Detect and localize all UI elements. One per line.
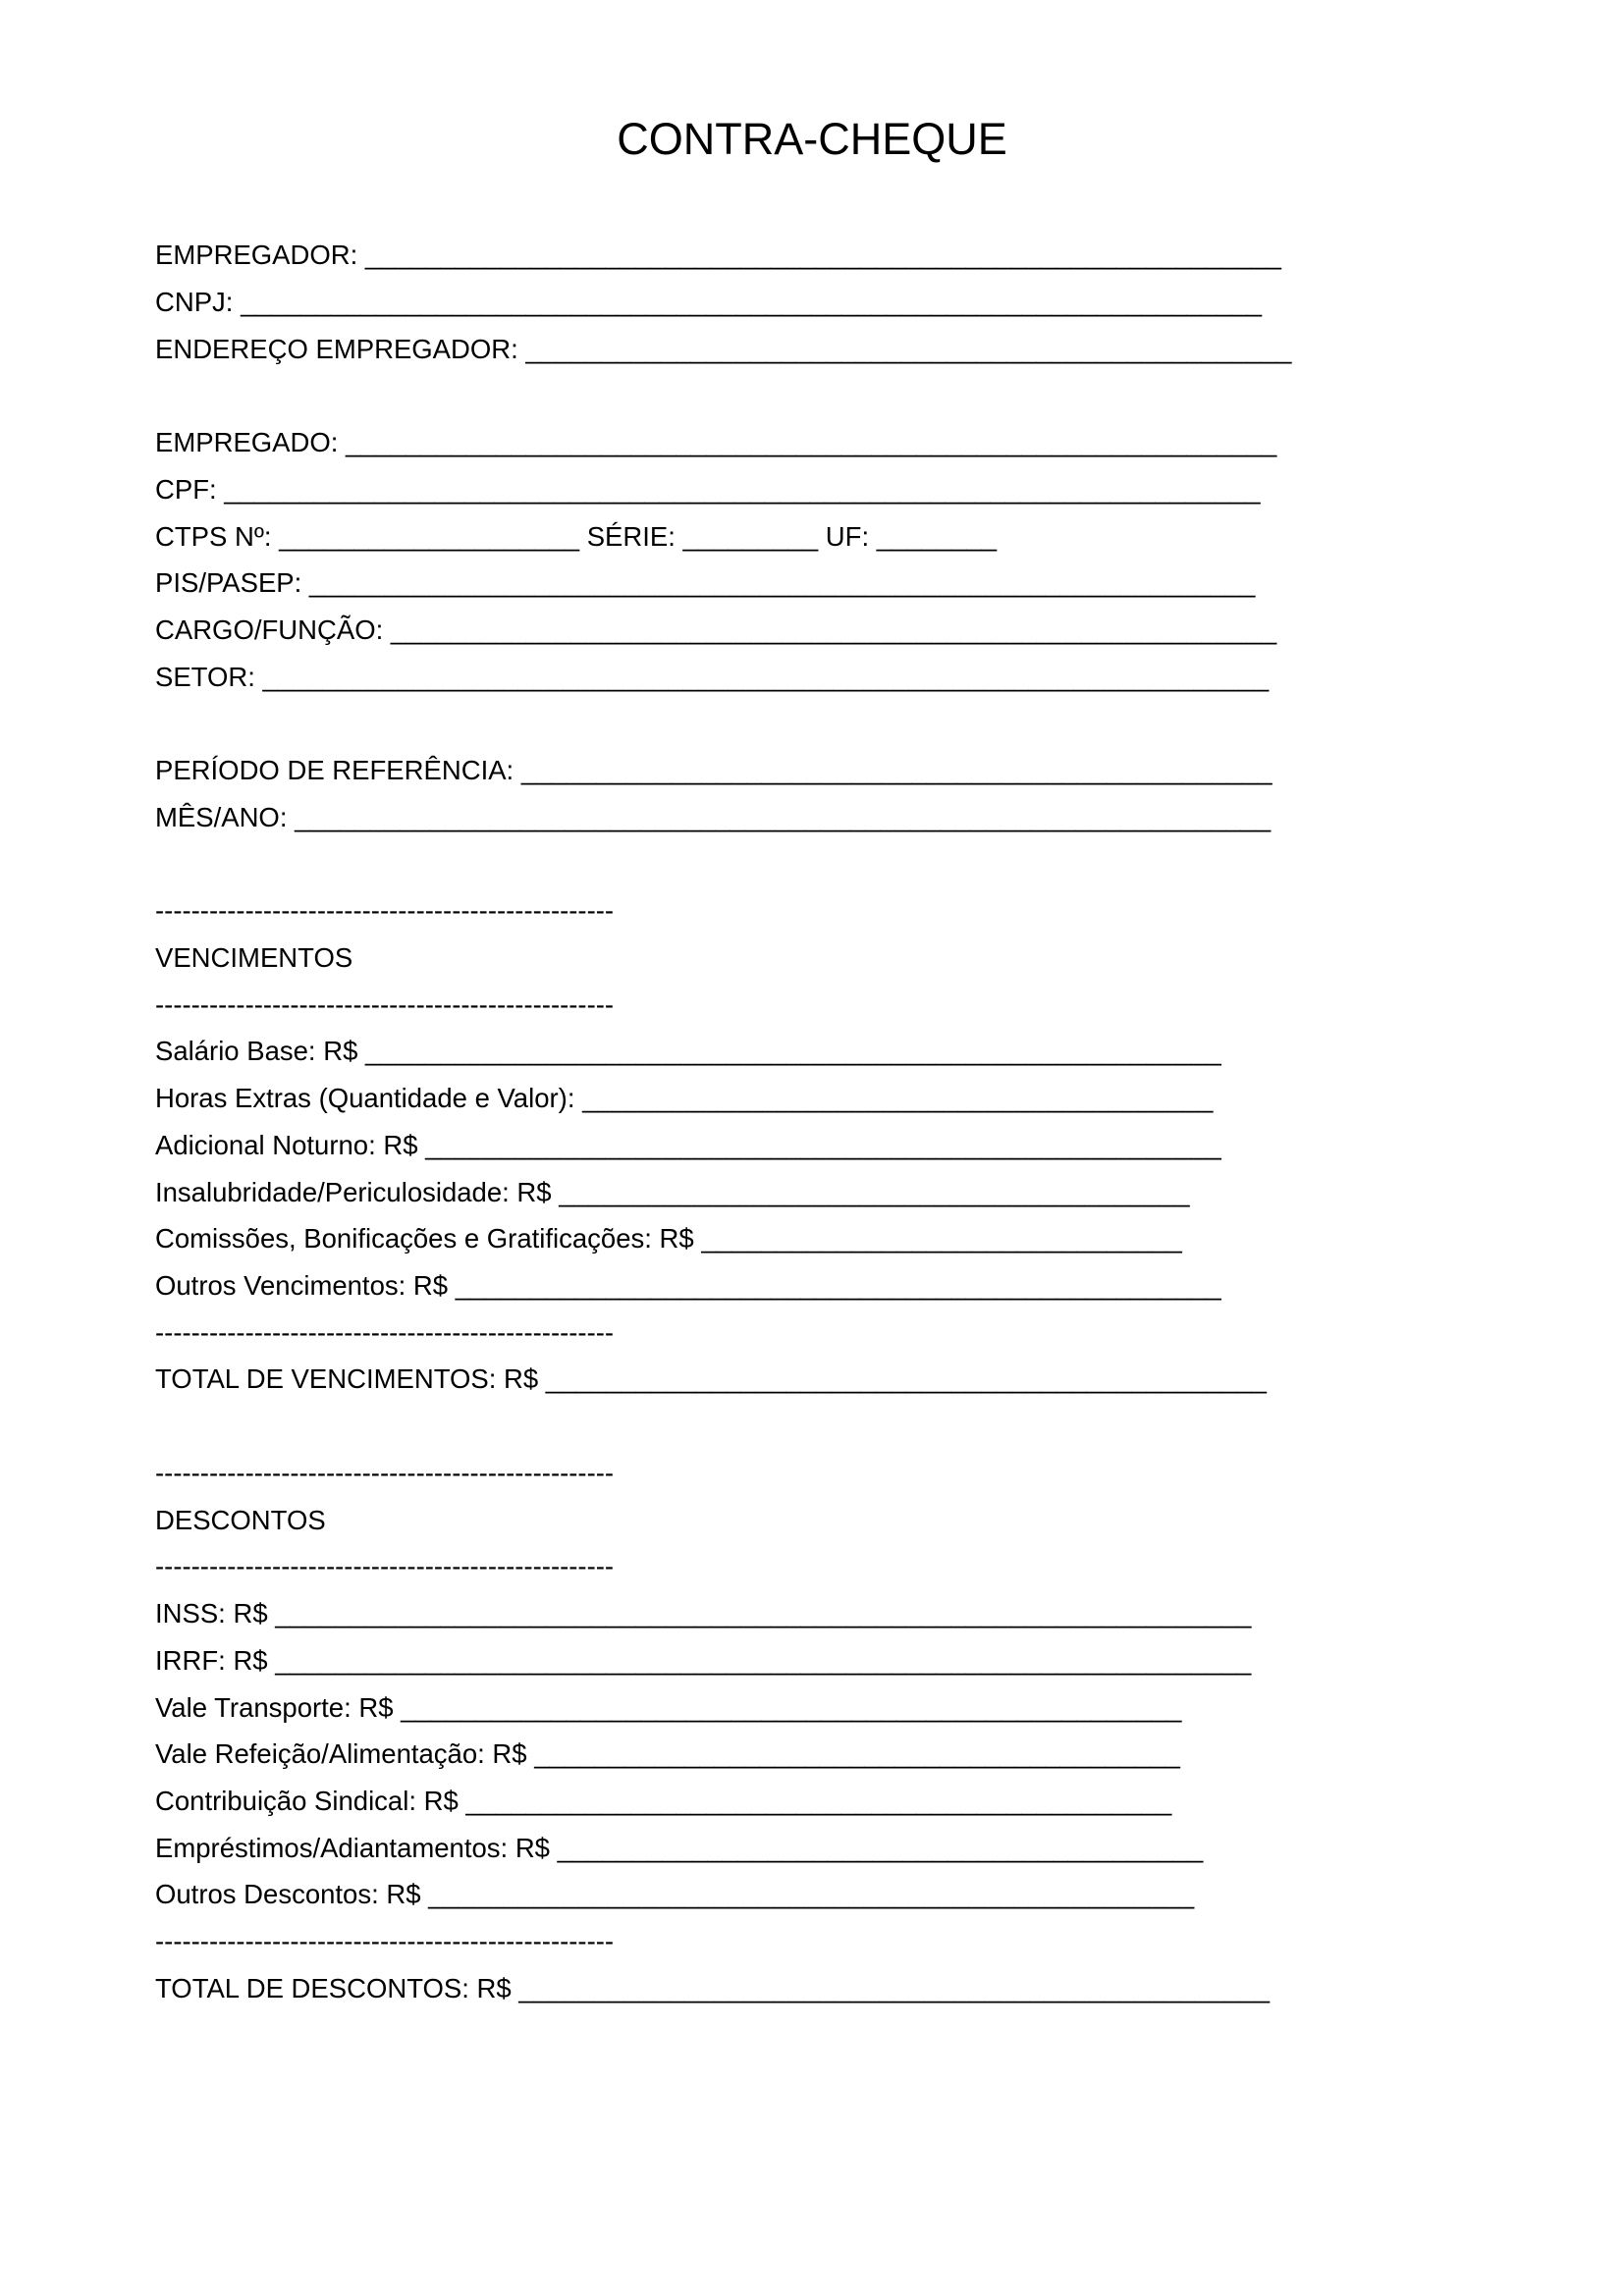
vencimentos-heading: VENCIMENTOS — [155, 942, 353, 973]
insalubridade-field: Insalubridade/Periculosidade: R$ __________________________________________ — [155, 1177, 1190, 1207]
total-descontos-field: TOTAL DE DESCONTOS: R$ __________________________________________________ — [155, 1973, 1271, 2003]
outros-vencimentos-field: Outros Vencimentos: R$ ___________________________________________________ — [155, 1270, 1221, 1301]
periodo-referencia-field: PERÍODO DE REFERÊNCIA: __________________________________________________ — [155, 755, 1272, 785]
setor-field: SETOR: ___________________________________________________________________ — [155, 662, 1270, 692]
document-title: CONTRA-CHEQUE — [617, 114, 1007, 164]
separator-line: --------------------------------------------------- — [155, 895, 615, 926]
salario-base-field: Salário Base: R$ _________________________________________________________ — [155, 1036, 1221, 1066]
separator-line: --------------------------------------------------- — [155, 989, 615, 1020]
pis-pasep-field: PIS/PASEP: _______________________________________________________________ — [155, 567, 1256, 598]
contribuicao-sindical-field: Contribuição Sindical: R$ _______________________________________________ — [155, 1786, 1172, 1816]
vale-refeicao-field: Vale Refeição/Alimentação: R$ ___________________________________________ — [155, 1738, 1180, 1769]
outros-descontos-field: Outros Descontos: R$ ___________________________________________________ — [155, 1879, 1195, 1909]
cpf-field: CPF: _____________________________________________________________________ — [155, 474, 1261, 505]
separator-line: --------------------------------------------------- — [155, 1926, 615, 1956]
separator-line: --------------------------------------------------- — [155, 1458, 615, 1488]
cnpj-field: CNPJ: ____________________________________________________________________ — [155, 287, 1263, 317]
ctps-field: CTPS Nº: ____________________ SÉRIE: _________ UF: ________ — [155, 521, 998, 552]
cargo-funcao-field: CARGO/FUNÇÃO: ___________________________________________________________ — [155, 614, 1277, 645]
vale-transporte-field: Vale Transporte: R$ ____________________________________________________ — [155, 1692, 1182, 1723]
total-vencimentos-field: TOTAL DE VENCIMENTOS: R$ ________________________________________________ — [155, 1363, 1267, 1394]
irrf-field: IRRF: R$ _________________________________________________________________ — [155, 1645, 1252, 1676]
inss-field: INSS: R$ _________________________________________________________________ — [155, 1598, 1252, 1629]
descontos-heading: DESCONTOS — [155, 1505, 326, 1535]
separator-line: --------------------------------------------------- — [155, 1551, 615, 1581]
empregado-field: EMPREGADO: ______________________________________________________________ — [155, 427, 1277, 457]
emprestimos-field: Empréstimos/Adiantamentos: R$ ___________________________________________ — [155, 1833, 1204, 1863]
adicional-noturno-field: Adicional Noturno: R$ _____________________________________________________ — [155, 1130, 1221, 1160]
separator-line: --------------------------------------------------- — [155, 1317, 615, 1348]
horas-extras-field: Horas Extras (Quantidade e Valor): __________________________________________ — [155, 1083, 1214, 1113]
endereco-empregador-field: ENDEREÇO EMPREGADOR: ___________________________________________________ — [155, 334, 1292, 364]
mes-ano-field: MÊS/ANO: _________________________________________________________________ — [155, 802, 1272, 832]
comissoes-field: Comissões, Bonificações e Gratificações: R$ ________________________________ — [155, 1223, 1182, 1254]
empregador-field: EMPREGADOR: _____________________________________________________________ — [155, 240, 1281, 270]
